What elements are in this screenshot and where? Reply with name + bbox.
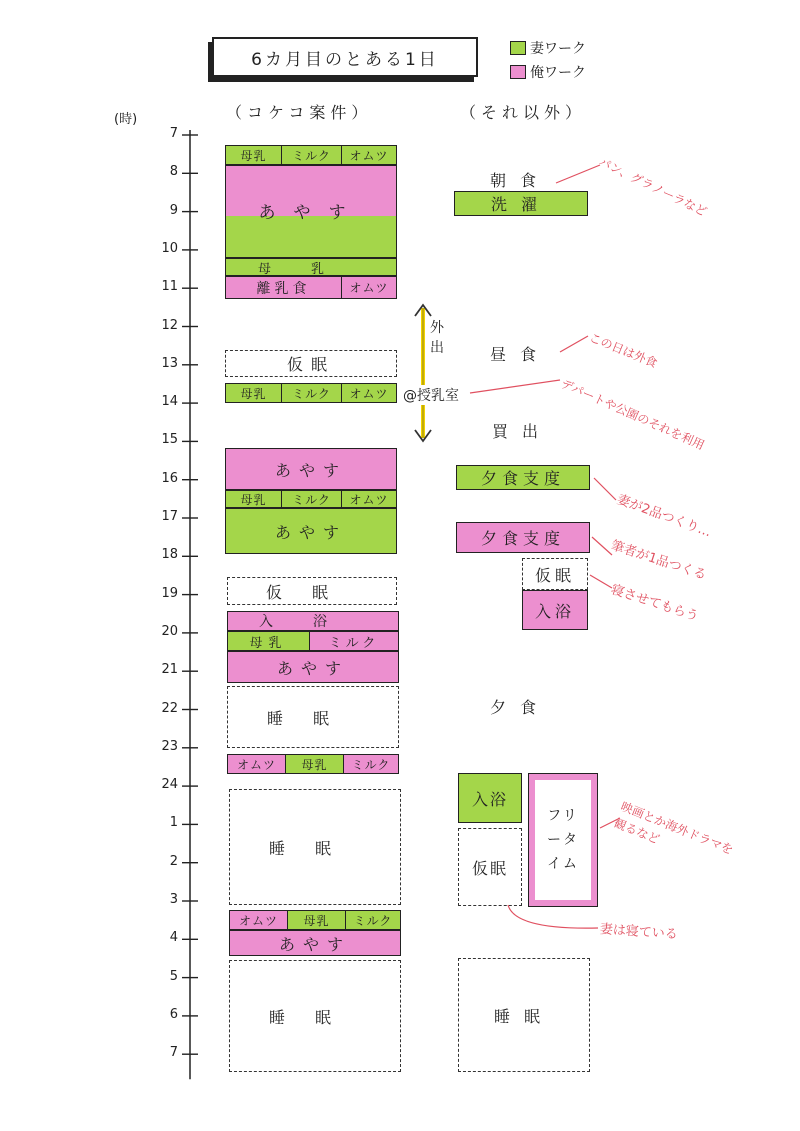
label-yushoku: 夕食 [490, 698, 551, 717]
block-suimin-1: 睡眠 [227, 686, 399, 748]
cell-omutsu: オムツ [349, 148, 389, 163]
block-bonyu-1: 母乳 [225, 258, 397, 276]
hour-label: 18 [161, 547, 178, 563]
block-kamin-right: 仮眠 [522, 558, 588, 590]
hour-label: 7 [169, 126, 178, 141]
block-yushoku-prep-1: 夕食支度 [456, 465, 590, 490]
cell-omutsu-2: オムツ [349, 281, 389, 295]
hour-label: 19 [161, 585, 178, 601]
cell-rinyushoku: 離乳食 [226, 277, 342, 298]
legend-label-me: 俺ワーク [530, 65, 586, 81]
hour-label: 14 [161, 394, 178, 410]
cell-bonyu: 母乳 [226, 384, 282, 402]
cell-bonyu: 母乳 [288, 911, 346, 929]
cell-milk: ミルク [351, 757, 391, 772]
hour-label: 12 [161, 317, 178, 333]
block-yushoku-prep-2: 夕食支度 [456, 522, 590, 553]
hour-label: 2 [169, 853, 178, 869]
hour-label: 22 [161, 700, 178, 716]
hour-label: 8 [169, 164, 178, 180]
hour-label: 6 [169, 1006, 178, 1022]
block-ayasu-3: あやす [225, 508, 397, 554]
label-free-time: フリータイム [535, 780, 591, 900]
column-header-left: （コケコ案件） [226, 103, 373, 122]
cell-bonyu: 母乳 [226, 491, 282, 507]
hour-label: 5 [169, 968, 178, 984]
cell-milk: ミルク [282, 491, 342, 507]
block-ayasu-5: あやす [229, 930, 401, 956]
hour-label: 1 [169, 815, 178, 831]
block-ayasu-4: あやす [227, 651, 399, 683]
outing-label: 外出 [430, 320, 444, 356]
hour-label: 9 [169, 202, 178, 218]
hour-label: 13 [161, 355, 178, 371]
hour-label: 16 [161, 470, 178, 486]
cell-omutsu: オムツ [228, 755, 286, 773]
block-kamin-1: 仮眠 [225, 350, 397, 377]
cell-omutsu: オムツ [349, 492, 389, 507]
cell-bonyu: 母乳 [226, 146, 282, 164]
note-kamin: 寝させてもらう [609, 582, 701, 625]
note-choshoku: パン、グラノーラなど [596, 154, 710, 220]
block-ayasu-2: あやす [225, 448, 397, 490]
cell-milk: ミルク [328, 635, 380, 651]
block-nyuyoku-2: 入浴 [458, 773, 522, 823]
cell-omutsu: オムツ [349, 386, 389, 401]
label-kaidashi: 買出 [492, 422, 553, 441]
note-chushoku: この日は外食 [587, 330, 660, 371]
outing-place: @授乳室 [403, 385, 459, 405]
hour-label: 10 [161, 240, 178, 256]
hour-label: 21 [161, 662, 178, 678]
hour-label: 4 [169, 930, 178, 946]
block-suimin-right: 睡眠 [458, 958, 590, 1072]
hour-label: 7 [169, 1045, 178, 1061]
hour-label: 3 [169, 892, 178, 907]
label-choshoku: 朝食 [490, 171, 551, 190]
axis-unit-label: (時) [114, 112, 138, 127]
hour-label: 11 [161, 279, 178, 295]
block-sentaku: 洗濯 [454, 191, 588, 216]
cell-milk: ミルク [282, 146, 342, 164]
hour-label: 20 [161, 623, 178, 639]
note-yushoku-1: 妻が2品つくり… [614, 492, 714, 541]
note-wife-sleeping: 妻は寝ている [599, 922, 679, 943]
hour-label: 24 [161, 777, 178, 793]
cell-bonyu: 母乳 [286, 755, 344, 773]
page-title: 6カ月目のとある1日 [212, 37, 478, 77]
label-chushoku: 昼食 [490, 345, 551, 364]
block-suimin-3: 睡眠 [229, 960, 401, 1072]
block-nyuyoku-right: 入浴 [522, 590, 588, 630]
note-free-time: 映画とか海外ドラマを観るなど [612, 799, 736, 858]
hour-label: 23 [161, 738, 178, 754]
block-nyuyoku: 入浴 [227, 611, 399, 631]
cell-milk: ミルク [346, 911, 400, 929]
hour-label: 15 [161, 432, 178, 448]
cell-milk: ミルク [282, 384, 342, 402]
hour-label: 17 [161, 509, 178, 524]
note-outing: デパートや公園のそれを利用 [558, 376, 707, 453]
column-header-right: （それ以外） [460, 103, 587, 122]
block-suimin-2: 睡眠 [229, 789, 401, 905]
cell-omutsu: オムツ [230, 911, 288, 929]
legend-label-wife: 妻ワーク [530, 41, 586, 57]
block-kamin-right-2: 仮眠 [458, 828, 522, 906]
label-ayasu-1: あやす [258, 203, 364, 223]
cell-bonyu: 母乳 [228, 632, 310, 650]
note-yushoku-2: 筆者が1品つくる [609, 538, 709, 584]
block-kamin-2: 仮眠 [227, 577, 397, 605]
